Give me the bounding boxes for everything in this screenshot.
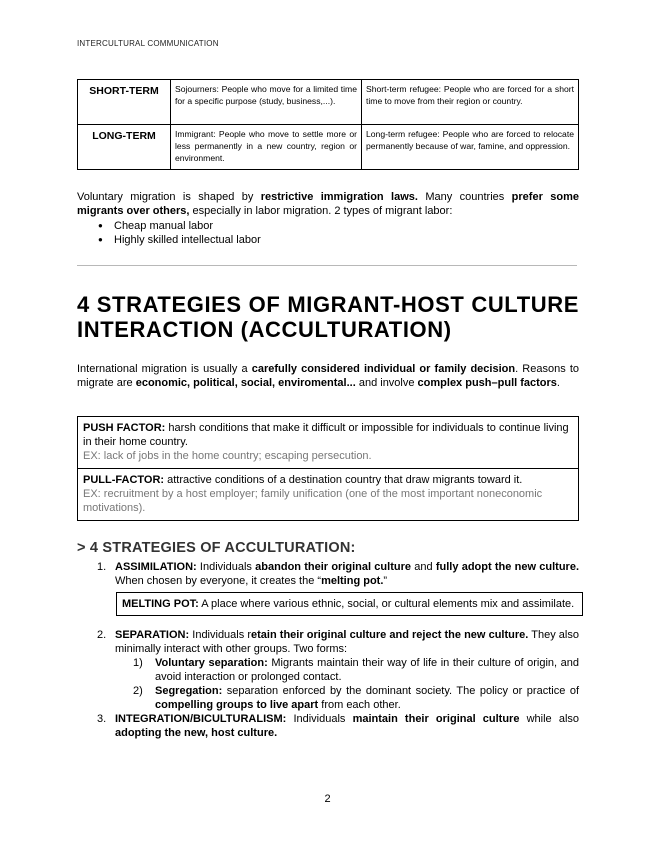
migration-types-table bbox=[77, 79, 579, 170]
pull-example: EX: recruitment by a host employer; family unification (one of the most important noneconomic motivations). bbox=[83, 488, 543, 514]
table-cell: Immigrant: People who move to settle more or less permanently in a new country, region or environment. bbox=[171, 125, 362, 170]
section-divider bbox=[77, 265, 577, 266]
labor-types-list bbox=[98, 219, 261, 247]
pull-factor-box: PULL-FACTOR: attractive conditions of a destination country that draw migrants toward it. EX: recruitment by a host employer; family unification (one of the most important noneconomic motivations). bbox=[78, 468, 578, 520]
table-cell: Short-term refugee: People who are forced for a short time to move from their region or country. bbox=[362, 80, 579, 125]
table-row bbox=[78, 125, 579, 170]
strategies-heading: > 4 STRATEGIES OF ACCULTURATION: bbox=[77, 540, 356, 556]
list-item: 2) Segregation: separation enforced by the dominant society. The policy or practice of compelling groups to live apart from each other. bbox=[133, 685, 579, 711]
running-header: INTERCULTURAL COMMUNICATION bbox=[77, 39, 219, 48]
table-cell: Sojourners: People who move for a limited time for a specific purpose (study, business,...). bbox=[171, 80, 362, 125]
list-item: ● Cheap manual labor bbox=[98, 219, 261, 233]
separation-forms-list bbox=[115, 656, 579, 712]
list-item: ● Highly skilled intellectual labor bbox=[98, 233, 261, 247]
melting-pot-box: MELTING POT: A place where various ethnic, social, or cultural elements mix and assimilate. bbox=[116, 592, 583, 616]
voluntary-migration-paragraph: Voluntary migration is shaped by restrictive immigration laws. Many countries prefer some migrants over others, especially in labor migration. 2 types of migrant labor: bbox=[77, 191, 579, 217]
page-number: 2 bbox=[324, 793, 331, 805]
push-pull-box bbox=[77, 416, 579, 521]
strategies-list bbox=[77, 560, 579, 740]
row-label: LONG-TERM bbox=[78, 125, 171, 170]
push-example: EX: lack of jobs in the home country; escaping persecution. bbox=[83, 450, 372, 462]
intro-paragraph: International migration is usually a carefully considered individual or family decision. Reasons to migrate are economic, political, social, enviromental... and involve complex push–pull factors. bbox=[77, 363, 579, 389]
table-row bbox=[78, 80, 579, 125]
push-factor-box: PUSH FACTOR: harsh conditions that make it difficult or impossible for individuals to continue living in their home country. EX: lack of jobs in the home country; escaping persecution. bbox=[83, 422, 569, 462]
strategy-separation: 2. SEPARATION: Individuals retain their original culture and reject the new culture. They also minimally interact with other groups. Two forms: 1) Voluntary separation: Migrants maintain their way of life in their culture of origin, and avoid interaction or prolonged contact. 2) Segregation: separation enforced by the dominant society. The policy or practice of compelling groups to live apart from each other. bbox=[97, 629, 579, 711]
table-cell: Long-term refugee: People who are forced to relocate permanently because of war, famine, and oppression. bbox=[362, 125, 579, 170]
strategy-integration: 3. INTEGRATION/BICULTURALISM: Individuals maintain their original culture while also adopting the new, host culture. bbox=[97, 713, 580, 739]
section-title: 4 STRATEGIES OF MIGRANT-HOST CULTURE INTERACTION (ACCULTURATION) bbox=[77, 292, 579, 342]
list-item: 1) Voluntary separation: Migrants maintain their way of life in their culture of origin, and avoid interaction or prolonged contact. bbox=[133, 657, 579, 683]
strategy-assimilation: 1. ASSIMILATION: Individuals abandon their original culture and fully adopt the new culture. When chosen by everyone, it creates the “melting pot.” MELTING POT: A place where various ethnic, social, or cultural elements mix and assimilate. bbox=[77, 560, 579, 616]
row-label: SHORT-TERM bbox=[78, 80, 171, 125]
